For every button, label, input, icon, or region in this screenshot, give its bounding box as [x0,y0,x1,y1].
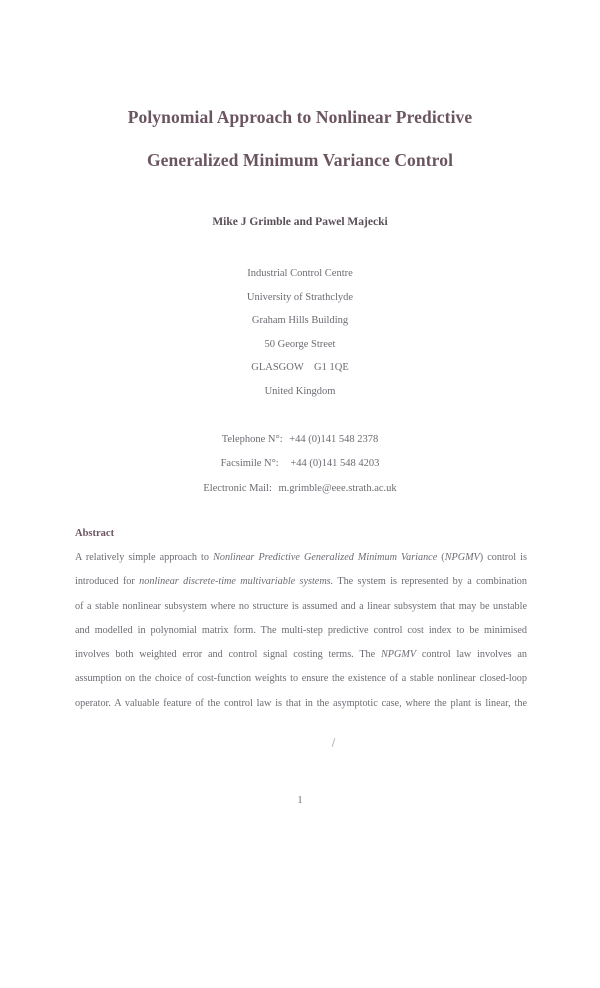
affiliation-address [0,266,600,408]
address-line-3: Graham Hills Building [251,315,349,327]
contact-details [0,432,600,505]
npgmv-acronym-2: NPGMV [380,649,417,661]
page-number: 1 [297,795,303,806]
abstract-line-4: and modelled in polynomial matrix form. The multi-step predictive control cost index to be minimised [75,624,527,636]
facsimile-label: Facsimile N°: [220,458,279,470]
facsimile-number: +44 (0)141 548 4203 [290,458,380,470]
abstract-line-6: assumption on the choice of cost-function weights to ensure the existence of a stable nonlinear closed-loop [75,673,527,685]
authors: Mike J Grimble and Pawel Majecki [212,216,388,228]
address-line-5: GLASGOW G1 1QE [251,362,349,374]
abstract-body [75,550,527,720]
abstract-line-1: A relatively simple approach to Nonlinear Predictive Generalized Minimum Variance (NPGMV) control is [75,552,527,563]
abstract-line-3: of a stable nonlinear subsystem where no structure is assumed and a linear subsystem that may be unstable [75,600,527,612]
abstract-heading: Abstract [75,528,115,539]
email-row [0,481,600,505]
email-address: m.grimble@eee.strath.ac.uk [278,482,397,494]
telephone-row [0,432,600,456]
paper-title-line-1: Polynomial Approach to Nonlinear Predictive [127,107,473,127]
telephone-label: Telephone N°: [221,434,283,445]
email-label: Electronic Mail: [203,482,272,494]
npgmv-acronym: NPGMV [444,552,480,563]
abstract-line-5: involves both weighted error and control signal costing terms. The NPGMV control law involves an [75,649,527,661]
scan-artifact-mark [332,738,336,747]
facsimile-row [0,456,600,480]
telephone-number: +44 (0)141 548 2378 [289,434,379,445]
paper-title-line-2: Generalized Minimum Variance Control [146,150,454,170]
address-line-4: 50 George Street [264,338,336,350]
abstract-line-2: introduced for nonlinear discrete-time multivariable systems. The system is represented by a combination [75,576,527,588]
address-line-6: United Kingdom [264,385,336,397]
system-class-term: nonlinear discrete-time multivariable systems. [139,576,334,588]
abstract-line-7: operator. A valuable feature of the control law is that in the asymptotic case, where the plant is linear, the [75,697,527,709]
address-line-1: Industrial Control Centre [247,268,353,279]
npgmv-term: Nonlinear Predictive Generalized Minimum Variance [213,552,438,563]
address-line-2: University of Strathclyde [246,291,354,303]
